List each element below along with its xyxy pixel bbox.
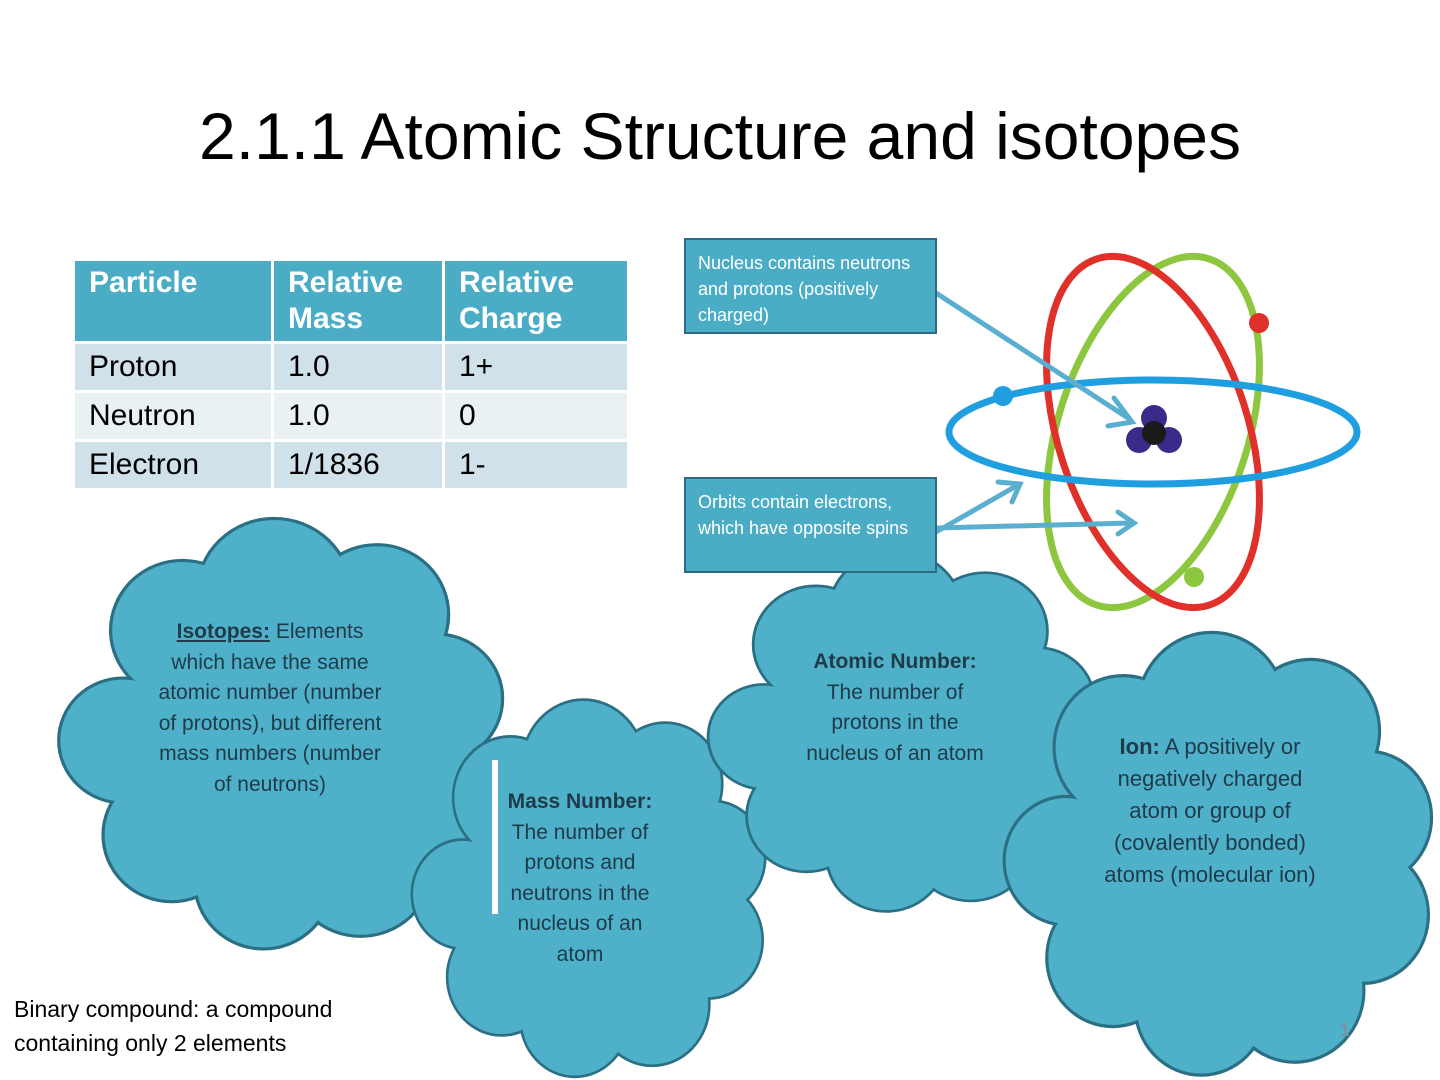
cloud-definition: The number of protons and neutrons in the nucleus of an atom [510,820,650,966]
table-cell: 1- [444,441,629,490]
table-cell: 1.0 [273,343,444,392]
cloud-term: Mass Number: [507,790,653,813]
table-cell: 1+ [444,343,629,392]
electron-green [1184,567,1204,587]
cloud-atomic-number-text [795,647,995,769]
cloud-term: Isotopes: [176,620,270,643]
table-cell: Electron [74,441,273,490]
atom-diagram [949,230,1357,635]
footer-note: Binary compound: a compound containing only 2 elements [14,996,333,1056]
header-relative-charge: Relative Charge [444,260,629,343]
table-cell: 1/1836 [273,441,444,490]
callout-orbits: Orbits contain electrons, which have opposite spins [684,477,937,573]
cloud-definition: The number of protons in the nucleus of an atom [806,680,984,765]
header-particle: Particle [74,260,273,343]
callout-nucleus: Nucleus contains neutrons and protons (positively charged) [684,238,937,334]
cloud-term: Ion: [1119,734,1160,759]
table-cell: 0 [444,392,629,441]
cloud-ion-text [1100,731,1320,891]
slide-title: 2.1.1 Atomic Structure and isotopes [199,99,1241,173]
cloud-isotopes-text [150,617,390,800]
page-number: 1 [1340,1020,1351,1040]
cloud-mass-number-text [495,787,665,970]
table-cell: Proton [74,343,273,392]
table-cell: Neutron [74,392,273,441]
electron-blue [993,386,1013,406]
electron-red [1249,313,1269,333]
nucleus [1126,405,1182,453]
cloud-definition: A positively or negatively charged atom or group of (covalently bonded) atoms (molecular ion) [1104,734,1316,887]
header-relative-mass: Relative Mass [273,260,444,343]
cloud-definition: Elements which have the same atomic number (number of protons), but different mass numbers (number of neutrons) [158,620,382,796]
cloud-term: Atomic Number: [813,650,977,673]
table-cell: 1.0 [273,392,444,441]
